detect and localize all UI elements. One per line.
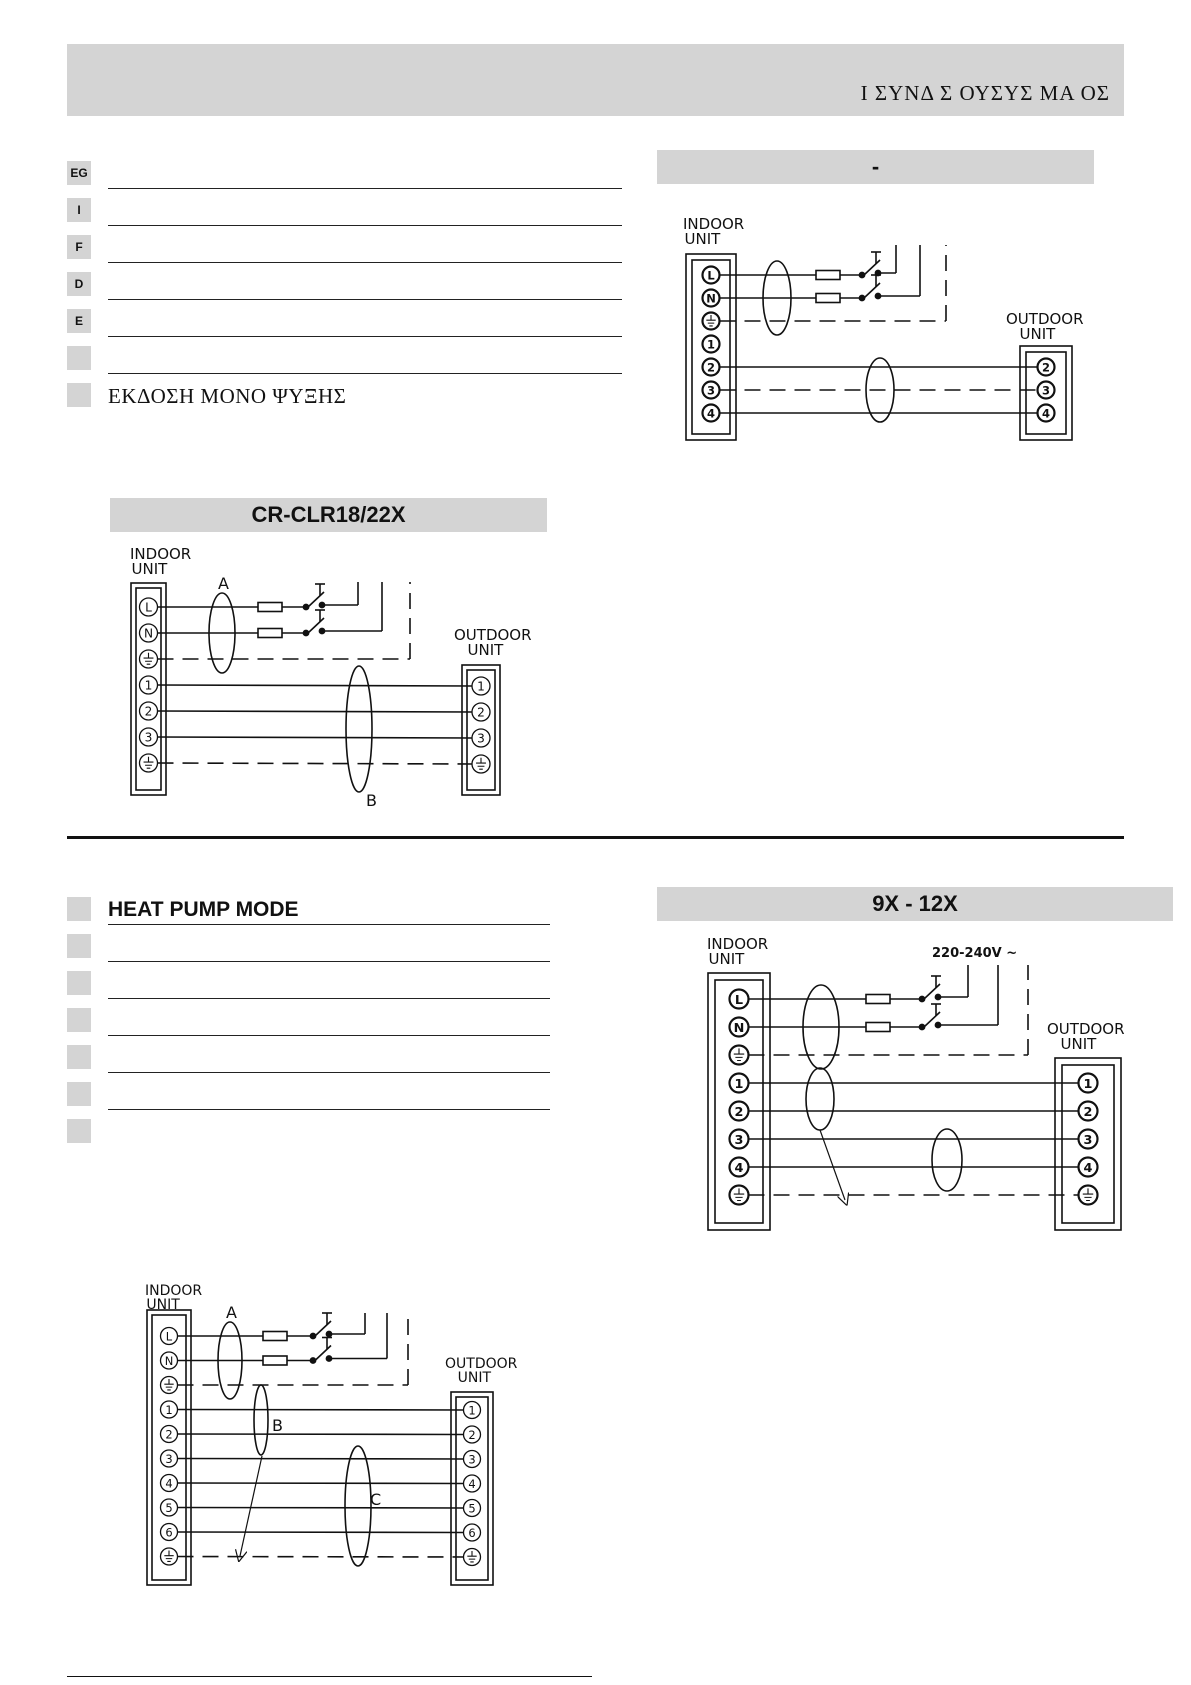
lang-text: ΕΚΔΟΣΗ ΜΟΝΟ ΨΥΞΗΣ xyxy=(108,384,347,408)
lang-badge: F xyxy=(67,235,91,259)
fuse-icon xyxy=(866,1023,890,1032)
terminal-label: 1 xyxy=(1083,1076,1093,1092)
switch-contact xyxy=(919,1024,924,1029)
terminal-label: 2 xyxy=(734,1104,744,1120)
signal-wire xyxy=(158,711,473,712)
lang-badge: EG xyxy=(67,161,91,185)
terminal-label: L xyxy=(707,268,715,283)
indoor-unit-label: UNIT xyxy=(146,1297,180,1313)
terminal-label: 3 xyxy=(734,1132,744,1148)
earth-icon xyxy=(164,1379,173,1390)
terminal-label: 4 xyxy=(1042,406,1050,421)
signal-wire xyxy=(178,1508,464,1509)
cable-b-ellipse xyxy=(254,1385,268,1455)
terminal-label: 3 xyxy=(165,1451,173,1466)
indoor-unit-label: UNIT xyxy=(708,950,745,968)
terminal-label: 4 xyxy=(707,406,715,421)
terminal-label: N xyxy=(143,626,154,641)
lang-badge: I xyxy=(67,198,91,222)
terminal-label: N xyxy=(164,1353,174,1368)
earth-icon xyxy=(476,758,486,770)
earth-wire xyxy=(178,1557,464,1558)
earth-icon xyxy=(144,653,154,665)
earth-icon xyxy=(144,757,154,769)
lang-text: HEAT PUMP MODE xyxy=(108,898,299,921)
terminal-label: 6 xyxy=(468,1525,476,1540)
section-cooling-right: - xyxy=(657,150,1094,184)
outdoor-unit-label: UNIT xyxy=(467,641,504,659)
cable-a-label: A xyxy=(226,1303,237,1322)
terminal-label: 5 xyxy=(165,1500,173,1515)
terminal-label: 3 xyxy=(1083,1132,1093,1148)
terminal-label: 2 xyxy=(468,1427,476,1442)
terminal-label: 1 xyxy=(468,1403,476,1418)
terminal-label: L xyxy=(734,992,744,1008)
fuse-icon xyxy=(866,995,890,1004)
outdoor-unit-label: OUTDOOR xyxy=(445,1356,518,1372)
terminal-label: 1 xyxy=(165,1402,173,1417)
switch-contact xyxy=(919,996,924,1001)
terminal-label: 2 xyxy=(144,704,153,719)
voltage-label: 220-240V ~ xyxy=(932,946,1018,961)
fuse-icon xyxy=(258,629,282,638)
signal-wire xyxy=(178,1410,464,1411)
terminal-label: 1 xyxy=(734,1076,744,1092)
fuse-icon xyxy=(816,271,840,280)
indoor-unit-label: INDOOR xyxy=(145,1283,203,1299)
signal-wire xyxy=(178,1483,464,1484)
terminal-label: 2 xyxy=(707,360,715,375)
indoor-unit-label: UNIT xyxy=(684,230,721,248)
section-cooling-left: CR-CLR18/22X xyxy=(110,498,547,532)
signal-wire xyxy=(158,737,473,738)
terminal-label: 3 xyxy=(477,731,485,746)
earth-icon xyxy=(734,1188,744,1200)
switch-contact xyxy=(310,1333,315,1338)
switch-contact xyxy=(859,272,864,277)
cable-b-label: B xyxy=(366,791,377,810)
terminal-label: 5 xyxy=(468,1501,476,1516)
ground-arrow xyxy=(240,1456,262,1556)
terminal-label: 1 xyxy=(477,679,485,694)
outdoor-unit-label: UNIT xyxy=(1019,325,1056,343)
cable-a-label: A xyxy=(218,574,229,593)
signal-wire xyxy=(178,1459,464,1460)
switch-contact xyxy=(310,1358,315,1363)
terminal-label: 2 xyxy=(477,705,485,720)
indoor-unit-outer xyxy=(147,1310,191,1585)
terminal-label: 2 xyxy=(1083,1104,1093,1120)
fuse-icon xyxy=(263,1356,287,1365)
outdoor-unit-label: OUTDOOR xyxy=(1047,1020,1125,1038)
earth-icon xyxy=(1083,1188,1093,1200)
outdoor-unit-label: UNIT xyxy=(457,1370,492,1386)
fuse-icon xyxy=(258,603,282,612)
fuse-icon xyxy=(816,294,840,303)
terminal-label: 4 xyxy=(468,1476,476,1491)
terminal-label: 3 xyxy=(468,1452,476,1467)
terminal-label: 4 xyxy=(734,1160,744,1176)
earth-wire xyxy=(158,763,473,764)
terminal-label: 3 xyxy=(144,730,153,745)
signal-wire xyxy=(178,1532,464,1533)
terminal-label: 4 xyxy=(165,1476,173,1491)
cable-b-label: B xyxy=(272,1416,283,1435)
signal-wire xyxy=(158,685,473,686)
terminal-label: L xyxy=(145,600,152,615)
signal-wire xyxy=(178,1434,464,1435)
ground-arrow xyxy=(820,1130,845,1200)
terminal-label: 6 xyxy=(165,1525,173,1540)
terminal-label: N xyxy=(706,291,716,306)
header-title: I ΣΥΝΔ Σ ΟΥΣΥΣ ΜΑ ΟΣ xyxy=(860,81,1110,105)
terminal-label: N xyxy=(733,1020,745,1036)
terminal-label: 4 xyxy=(1083,1160,1093,1176)
switch-contact xyxy=(303,630,308,635)
cable-b-ellipse xyxy=(806,1068,834,1130)
lang-badge: E xyxy=(67,309,91,333)
terminal-label: 2 xyxy=(1042,360,1050,375)
outdoor-unit-label: OUTDOOR xyxy=(454,626,532,644)
indoor-unit-label: INDOOR xyxy=(130,545,192,563)
switch-contact xyxy=(303,604,308,609)
terminal-label: 1 xyxy=(707,337,715,352)
lang-badge: D xyxy=(67,272,91,296)
earth-icon xyxy=(734,1048,744,1060)
indoor-unit-label: UNIT xyxy=(131,560,168,578)
outdoor-unit-label: UNIT xyxy=(1060,1035,1097,1053)
fuse-icon xyxy=(263,1332,287,1341)
indoor-unit-label: INDOOR xyxy=(707,935,769,953)
terminal-label: 2 xyxy=(165,1427,173,1442)
earth-icon xyxy=(706,315,715,326)
terminal-label: 1 xyxy=(144,678,153,693)
terminal-label: 3 xyxy=(707,383,715,398)
earth-icon xyxy=(164,1551,173,1562)
switch-contact xyxy=(859,295,864,300)
cable-c-ellipse xyxy=(345,1446,371,1566)
cable-c-label: C xyxy=(370,1490,382,1509)
outdoor-unit-label: OUTDOOR xyxy=(1006,310,1084,328)
terminal-label: 3 xyxy=(1042,383,1050,398)
earth-icon xyxy=(467,1551,476,1562)
section-heat-right: 9X - 12X xyxy=(657,887,1173,921)
terminal-label: L xyxy=(165,1329,173,1344)
indoor-unit-label: INDOOR xyxy=(683,215,745,233)
